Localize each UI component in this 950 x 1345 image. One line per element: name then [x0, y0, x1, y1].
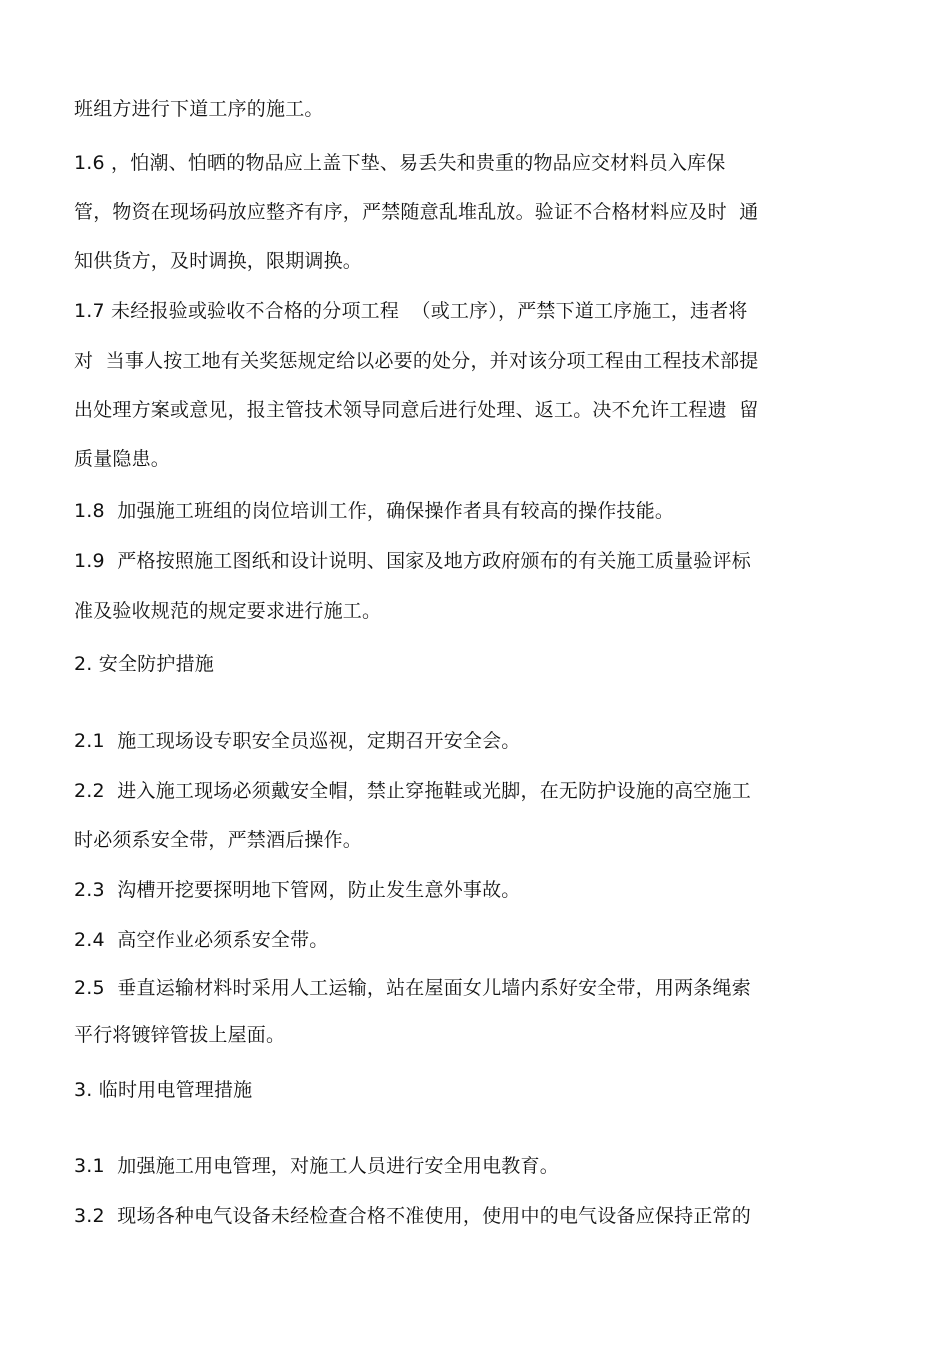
text-line: 知供货方，及时调换，限期调换。 — [74, 250, 363, 272]
text-line: 3.2 现场各种电气设备未经检查合格不准使用，使用中的电气设备应保持正常的 — [74, 1205, 751, 1227]
text-line: 1.7 未经报验或验收不合格的分项工程 （或工序），严禁下道工序施工，违者将 — [74, 300, 748, 322]
text-line: 1.8 加强施工班组的岗位培训工作，确保操作者具有较高的操作技能。 — [74, 500, 675, 522]
text-line: 1.9 严格按照施工图纸和设计说明、国家及地方政府颁布的有关施工质量验评标 — [74, 550, 751, 572]
text-line: 1.6 ，怕潮、怕晒的物品应上盖下垫、易丢失和贵重的物品应交材料员入库保 — [74, 152, 726, 174]
text-line: 质量隐患。 — [74, 448, 171, 470]
section-heading: 3. 临时用电管理措施 — [74, 1079, 253, 1101]
text-line: 2.2 进入施工现场必须戴安全帽，禁止穿拖鞋或光脚，在无防护设施的高空施工 — [74, 780, 751, 802]
text-line: 对 当事人按工地有关奖惩规定给以必要的处分，并对该分项工程由工程技术部提 — [74, 350, 759, 372]
text-line: 2.3 沟槽开挖要探明地下管网，防止发生意外事故。 — [74, 879, 521, 901]
text-line: 时必须系安全带，严禁酒后操作。 — [74, 829, 363, 851]
text-line: 3.1 加强施工用电管理，对施工人员进行安全用电教育。 — [74, 1155, 559, 1177]
text-line: 班组方进行下道工序的施工。 — [74, 98, 324, 120]
text-line: 出处理方案或意见，报主管技术领导同意后进行处理、返工。决不允许工程遗 留 — [74, 399, 759, 421]
text-line: 2.1 施工现场设专职安全员巡视，定期召开安全会。 — [74, 730, 521, 752]
text-line: 管，物资在现场码放应整齐有序，严禁随意乱堆乱放。验证不合格材料应及时 通 — [74, 201, 759, 223]
text-line: 2.5 垂直运输材料时采用人工运输，站在屋面女儿墙内系好安全带，用两条绳索 — [74, 977, 751, 999]
section-heading: 2. 安全防护措施 — [74, 653, 214, 675]
text-line: 2.4 高空作业必须系安全带。 — [74, 929, 329, 951]
text-line: 准及验收规范的规定要求进行施工。 — [74, 600, 382, 622]
text-line: 平行将镀锌管拔上屋面。 — [74, 1024, 286, 1046]
